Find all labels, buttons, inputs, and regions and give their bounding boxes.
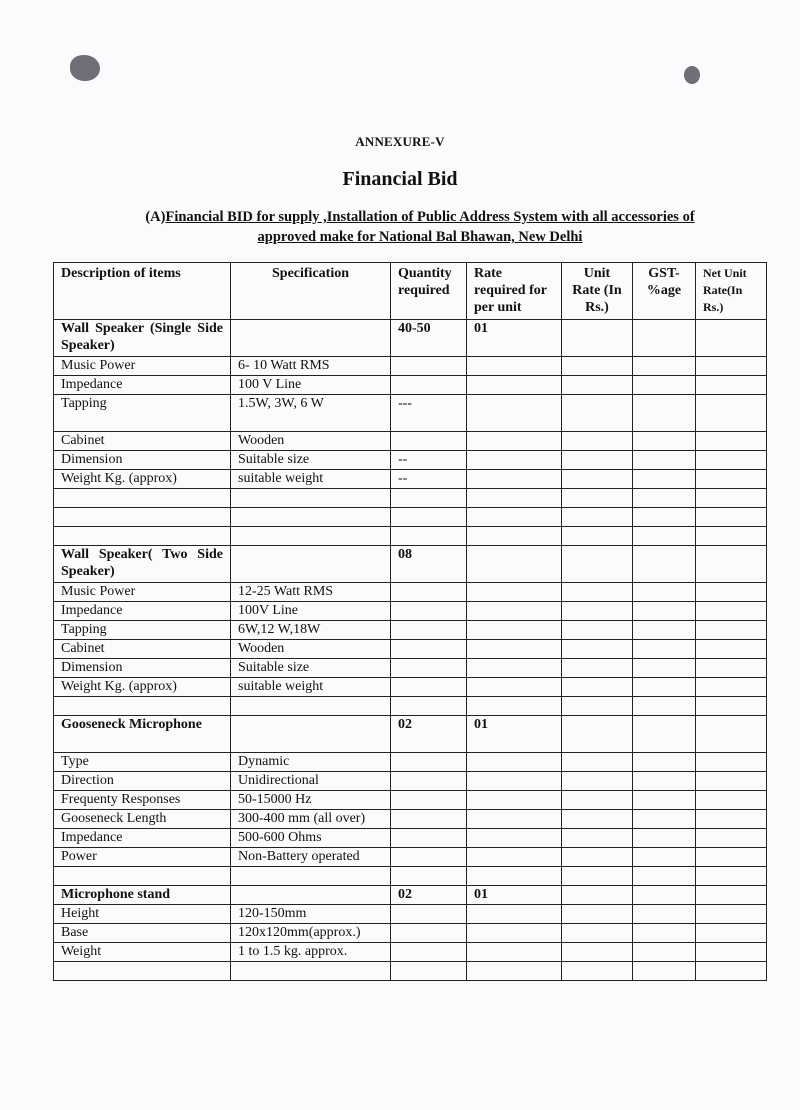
cell-description: Type: [54, 753, 231, 772]
table-row: [54, 489, 767, 508]
cell-net-unit-rate: [696, 924, 767, 943]
cell-rate-required: [467, 451, 562, 470]
table-row: [54, 451, 767, 470]
table-row: [54, 791, 767, 810]
cell-unit-rate: [562, 621, 633, 640]
cell-net-unit-rate: [696, 395, 767, 432]
cell-quantity: [391, 621, 467, 640]
table-row: [54, 395, 767, 432]
cell-description: Gooseneck Length: [54, 810, 231, 829]
cell-specification: [231, 962, 391, 981]
subtitle-line-2: approved make for National Bal Bhawan, New Delhi: [257, 229, 583, 245]
cell-quantity: [391, 583, 467, 602]
cell-gst: [633, 848, 696, 867]
cell-unit-rate: [562, 527, 633, 546]
cell-specification: [231, 527, 391, 546]
cell-gst: [633, 697, 696, 716]
cell-specification: 12-25 Watt RMS: [231, 583, 391, 602]
cell-description: Cabinet: [54, 432, 231, 451]
table-row: [54, 848, 767, 867]
cell-quantity: [391, 527, 467, 546]
table-row: [54, 905, 767, 924]
column-header-unit-rate: Unit Rate (In Rs.): [562, 263, 633, 320]
column-header-net-unit-rate: Net Unit Rate(In Rs.): [696, 263, 767, 320]
cell-quantity: [391, 697, 467, 716]
table-header-row: [54, 263, 767, 320]
cell-net-unit-rate: [696, 716, 767, 753]
cell-gst: [633, 546, 696, 583]
cell-description: [54, 962, 231, 981]
cell-gst: [633, 810, 696, 829]
cell-rate-required: [467, 678, 562, 697]
cell-rate-required: [467, 753, 562, 772]
cell-description: Weight Kg. (approx): [54, 470, 231, 489]
cell-description: [54, 508, 231, 527]
table-row: [54, 753, 767, 772]
column-header-specification: Specification: [231, 263, 391, 320]
cell-quantity: [391, 848, 467, 867]
cell-specification: Wooden: [231, 640, 391, 659]
column-header-quantity: Quantity required: [391, 263, 467, 320]
cell-quantity: 40-50: [391, 320, 467, 357]
cell-specification: [231, 489, 391, 508]
cell-unit-rate: [562, 583, 633, 602]
table-row: [54, 678, 767, 697]
cell-gst: [633, 602, 696, 621]
cell-description: Base: [54, 924, 231, 943]
cell-quantity: [391, 924, 467, 943]
cell-quantity: [391, 905, 467, 924]
cell-rate-required: [467, 772, 562, 791]
cell-gst: [633, 962, 696, 981]
cell-rate-required: [467, 432, 562, 451]
cell-net-unit-rate: [696, 527, 767, 546]
table-row: [54, 772, 767, 791]
cell-unit-rate: [562, 546, 633, 583]
cell-specification: [231, 697, 391, 716]
cell-rate-required: [467, 470, 562, 489]
table-row: [54, 546, 767, 583]
cell-quantity: [391, 602, 467, 621]
cell-gst: [633, 640, 696, 659]
cell-quantity: ---: [391, 395, 467, 432]
cell-gst: [633, 829, 696, 848]
cell-unit-rate: [562, 886, 633, 905]
column-header-rate-required: Rate required for per unit: [467, 263, 562, 320]
cell-rate-required: [467, 546, 562, 583]
cell-quantity: [391, 357, 467, 376]
cell-description: Music Power: [54, 357, 231, 376]
table-row: [54, 357, 767, 376]
cell-quantity: 02: [391, 886, 467, 905]
cell-specification: 100 V Line: [231, 376, 391, 395]
cell-rate-required: [467, 527, 562, 546]
cell-specification: 500-600 Ohms: [231, 829, 391, 848]
annexure-label: ANNEXURE-V: [355, 134, 445, 149]
cell-specification: [231, 867, 391, 886]
cell-rate-required: [467, 376, 562, 395]
table-row: [54, 640, 767, 659]
cell-specification: [231, 716, 391, 753]
cell-unit-rate: [562, 320, 633, 357]
cell-net-unit-rate: [696, 357, 767, 376]
cell-description: Weight Kg. (approx): [54, 678, 231, 697]
cell-rate-required: 01: [467, 320, 562, 357]
cell-gst: [633, 659, 696, 678]
cell-gst: [633, 357, 696, 376]
cell-net-unit-rate: [696, 470, 767, 489]
cell-unit-rate: [562, 432, 633, 451]
cell-net-unit-rate: [696, 376, 767, 395]
cell-unit-rate: [562, 470, 633, 489]
cell-gst: [633, 905, 696, 924]
cell-net-unit-rate: [696, 451, 767, 470]
cell-unit-rate: [562, 848, 633, 867]
cell-unit-rate: [562, 905, 633, 924]
cell-net-unit-rate: [696, 659, 767, 678]
cell-unit-rate: [562, 829, 633, 848]
table-row: [54, 716, 767, 753]
column-header-gst: GST-%age: [633, 263, 696, 320]
cell-rate-required: [467, 508, 562, 527]
cell-gst: [633, 791, 696, 810]
cell-net-unit-rate: [696, 810, 767, 829]
cell-gst: [633, 772, 696, 791]
cell-quantity: [391, 829, 467, 848]
cell-gst: [633, 886, 696, 905]
cell-description: Wall Speaker( Two Side Speaker): [54, 546, 231, 583]
cell-specification: Unidirectional: [231, 772, 391, 791]
cell-net-unit-rate: [696, 848, 767, 867]
cell-description: [54, 867, 231, 886]
cell-gst: [633, 867, 696, 886]
cell-net-unit-rate: [696, 320, 767, 357]
cell-quantity: [391, 489, 467, 508]
table-row: [54, 508, 767, 527]
cell-quantity: [391, 791, 467, 810]
table-row: [54, 962, 767, 981]
table-row: [54, 621, 767, 640]
cell-net-unit-rate: [696, 640, 767, 659]
subtitle-line-1: Financial BID for supply ,Installation of Public Address System with all accessories of: [165, 209, 695, 225]
cell-net-unit-rate: [696, 791, 767, 810]
cell-unit-rate: [562, 753, 633, 772]
cell-description: Music Power: [54, 583, 231, 602]
cell-gst: [633, 943, 696, 962]
cell-rate-required: [467, 583, 562, 602]
cell-net-unit-rate: [696, 772, 767, 791]
cell-unit-rate: [562, 810, 633, 829]
cell-description: Tapping: [54, 395, 231, 432]
cell-specification: [231, 886, 391, 905]
cell-quantity: [391, 772, 467, 791]
cell-rate-required: [467, 640, 562, 659]
cell-gst: [633, 395, 696, 432]
cell-description: Cabinet: [54, 640, 231, 659]
cell-unit-rate: [562, 508, 633, 527]
cell-gst: [633, 470, 696, 489]
cell-quantity: [391, 962, 467, 981]
cell-gst: [633, 753, 696, 772]
cell-description: Power: [54, 848, 231, 867]
table-row: [54, 924, 767, 943]
cell-specification: Suitable size: [231, 451, 391, 470]
financial-bid-table: [53, 262, 767, 981]
cell-specification: [231, 546, 391, 583]
cell-gst: [633, 924, 696, 943]
table-row: [54, 320, 767, 357]
cell-net-unit-rate: [696, 508, 767, 527]
cell-specification: 1 to 1.5 kg. approx.: [231, 943, 391, 962]
table-row: [54, 659, 767, 678]
cell-net-unit-rate: [696, 905, 767, 924]
cell-description: Wall Speaker (Single Side Speaker): [54, 320, 231, 357]
cell-net-unit-rate: [696, 753, 767, 772]
cell-unit-rate: [562, 376, 633, 395]
cell-description: [54, 697, 231, 716]
table-row: [54, 527, 767, 546]
cell-rate-required: [467, 905, 562, 924]
cell-rate-required: 01: [467, 716, 562, 753]
table-row: [54, 470, 767, 489]
table-row: [54, 697, 767, 716]
cell-description: Gooseneck Microphone: [54, 716, 231, 753]
cell-net-unit-rate: [696, 829, 767, 848]
cell-quantity: [391, 810, 467, 829]
cell-description: Dimension: [54, 451, 231, 470]
cell-unit-rate: [562, 791, 633, 810]
cell-rate-required: [467, 621, 562, 640]
cell-unit-rate: [562, 772, 633, 791]
cell-specification: [231, 508, 391, 527]
table-row: [54, 810, 767, 829]
cell-gst: [633, 678, 696, 697]
punch-hole-mark: [70, 55, 100, 81]
cell-quantity: [391, 867, 467, 886]
cell-net-unit-rate: [696, 678, 767, 697]
cell-description: Impedance: [54, 829, 231, 848]
cell-description: Tapping: [54, 621, 231, 640]
table-row: [54, 432, 767, 451]
cell-specification: Wooden: [231, 432, 391, 451]
cell-rate-required: [467, 489, 562, 508]
table-row: [54, 886, 767, 905]
cell-unit-rate: [562, 697, 633, 716]
cell-quantity: 02: [391, 716, 467, 753]
cell-net-unit-rate: [696, 697, 767, 716]
cell-specification: Non-Battery operated: [231, 848, 391, 867]
cell-description: Impedance: [54, 602, 231, 621]
cell-description: Impedance: [54, 376, 231, 395]
cell-quantity: [391, 376, 467, 395]
cell-rate-required: [467, 867, 562, 886]
cell-quantity: [391, 753, 467, 772]
cell-gst: [633, 320, 696, 357]
cell-specification: Suitable size: [231, 659, 391, 678]
cell-net-unit-rate: [696, 546, 767, 583]
cell-unit-rate: [562, 962, 633, 981]
cell-specification: 1.5W, 3W, 6 W: [231, 395, 391, 432]
table-row: [54, 829, 767, 848]
cell-rate-required: [467, 962, 562, 981]
cell-specification: 120x120mm(approx.): [231, 924, 391, 943]
table-body: [54, 320, 767, 981]
cell-unit-rate: [562, 489, 633, 508]
cell-description: Weight: [54, 943, 231, 962]
cell-specification: Dynamic: [231, 753, 391, 772]
subtitle-prefix: (A): [145, 209, 166, 225]
cell-net-unit-rate: [696, 602, 767, 621]
cell-unit-rate: [562, 395, 633, 432]
cell-specification: suitable weight: [231, 678, 391, 697]
cell-net-unit-rate: [696, 432, 767, 451]
cell-rate-required: [467, 924, 562, 943]
cell-quantity: [391, 640, 467, 659]
cell-quantity: [391, 659, 467, 678]
cell-gst: [633, 432, 696, 451]
table-row: [54, 867, 767, 886]
cell-quantity: 08: [391, 546, 467, 583]
cell-specification: 50-15000 Hz: [231, 791, 391, 810]
cell-rate-required: 01: [467, 886, 562, 905]
cell-quantity: --: [391, 451, 467, 470]
cell-rate-required: [467, 810, 562, 829]
cell-rate-required: [467, 357, 562, 376]
cell-specification: 6- 10 Watt RMS: [231, 357, 391, 376]
cell-rate-required: [467, 602, 562, 621]
cell-gst: [633, 376, 696, 395]
cell-gst: [633, 451, 696, 470]
cell-rate-required: [467, 943, 562, 962]
cell-description: [54, 489, 231, 508]
cell-specification: 100V Line: [231, 602, 391, 621]
section-subtitle: [110, 207, 730, 247]
cell-net-unit-rate: [696, 943, 767, 962]
cell-quantity: --: [391, 470, 467, 489]
cell-gst: [633, 621, 696, 640]
table-row: [54, 943, 767, 962]
cell-description: [54, 527, 231, 546]
cell-gst: [633, 583, 696, 602]
cell-specification: suitable weight: [231, 470, 391, 489]
cell-rate-required: [467, 829, 562, 848]
cell-specification: 300-400 mm (all over): [231, 810, 391, 829]
cell-unit-rate: [562, 716, 633, 753]
cell-gst: [633, 489, 696, 508]
cell-description: Frequenty Responses: [54, 791, 231, 810]
cell-unit-rate: [562, 659, 633, 678]
cell-description: Height: [54, 905, 231, 924]
cell-description: Direction: [54, 772, 231, 791]
cell-net-unit-rate: [696, 583, 767, 602]
cell-description: Microphone stand: [54, 886, 231, 905]
cell-quantity: [391, 432, 467, 451]
cell-rate-required: [467, 395, 562, 432]
document-title: Financial Bid: [342, 168, 458, 190]
cell-unit-rate: [562, 451, 633, 470]
column-header-description: Description of items: [54, 263, 231, 320]
cell-rate-required: [467, 848, 562, 867]
cell-net-unit-rate: [696, 886, 767, 905]
cell-unit-rate: [562, 867, 633, 886]
cell-net-unit-rate: [696, 867, 767, 886]
cell-unit-rate: [562, 943, 633, 962]
cell-net-unit-rate: [696, 489, 767, 508]
cell-rate-required: [467, 791, 562, 810]
cell-gst: [633, 508, 696, 527]
cell-unit-rate: [562, 640, 633, 659]
cell-quantity: [391, 508, 467, 527]
punch-hole-mark: [684, 66, 700, 84]
cell-gst: [633, 527, 696, 546]
cell-unit-rate: [562, 924, 633, 943]
table-row: [54, 602, 767, 621]
cell-specification: 120-150mm: [231, 905, 391, 924]
cell-gst: [633, 716, 696, 753]
cell-rate-required: [467, 697, 562, 716]
table-row: [54, 376, 767, 395]
cell-description: Dimension: [54, 659, 231, 678]
cell-specification: [231, 320, 391, 357]
cell-net-unit-rate: [696, 621, 767, 640]
cell-unit-rate: [562, 357, 633, 376]
cell-net-unit-rate: [696, 962, 767, 981]
cell-quantity: [391, 943, 467, 962]
cell-rate-required: [467, 659, 562, 678]
table-row: [54, 583, 767, 602]
cell-specification: 6W,12 W,18W: [231, 621, 391, 640]
cell-unit-rate: [562, 602, 633, 621]
cell-quantity: [391, 678, 467, 697]
cell-unit-rate: [562, 678, 633, 697]
